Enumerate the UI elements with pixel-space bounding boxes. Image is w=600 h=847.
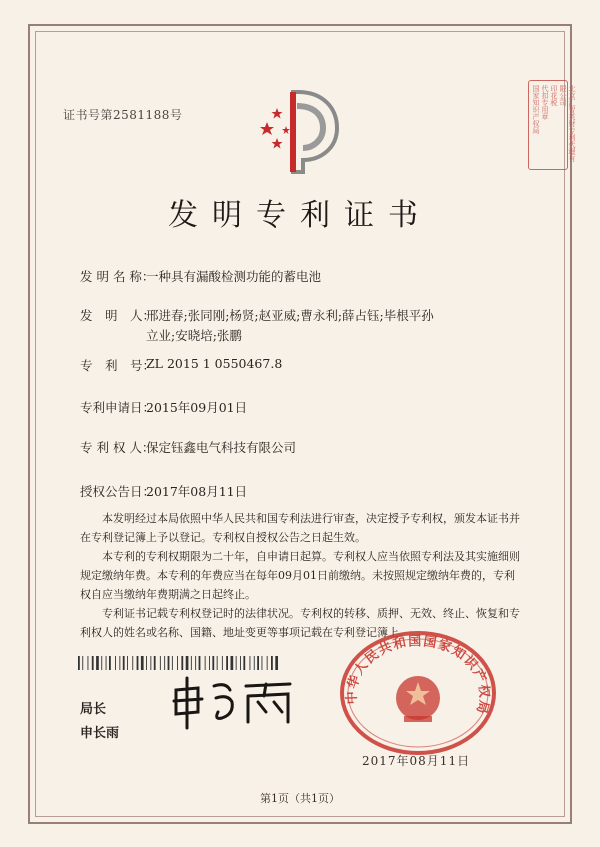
patentee-row: [80, 438, 296, 456]
inventors-value: 邢进春;张同刚;杨贤;赵亚威;曹永利;薛占钰;毕根平孙立业;安晓培;张鹏: [146, 308, 434, 343]
patentee-value: 保定钰鑫电气科技有限公司: [146, 440, 297, 455]
tax-stamp-line: 北京汇智英财专利代理有限公司: [559, 85, 576, 162]
invention-name-row: [80, 267, 321, 285]
certificate-number: 证书号第2581188号: [63, 108, 183, 122]
inventors-row: [80, 306, 446, 346]
director-name: 申长雨: [80, 726, 120, 741]
grant-date-label: 授权公告日：: [80, 484, 156, 499]
tax-stamp-line: 印花税: [550, 85, 558, 106]
body-paragraph: 专利证书记载专利权登记时的法律状况。专利权的转移、质押、无效、终止、恢复和专利权人的姓名或名称、国籍、地址变更等事项记载在专利登记簿上。: [80, 607, 520, 639]
page-number: 第1页（共1页）: [260, 792, 340, 805]
filing-date-row: [80, 398, 247, 416]
invention-name-label: 发 明 名 称：: [80, 269, 155, 284]
invention-name-value: 一种具有漏酸检测功能的蓄电池: [146, 269, 322, 284]
seal-text: 中华人民共和国国家知识产权局: [344, 634, 492, 717]
barcode-icon: [78, 656, 278, 670]
tax-stamp-line: 代扣专用章: [541, 85, 549, 120]
official-seal-icon: [338, 628, 498, 758]
patentee-label: 专 利 权 人：: [80, 440, 155, 455]
patent-number-label: 专 利 号：: [80, 358, 156, 373]
patent-number-row: [80, 356, 282, 374]
filing-date-label: 专利申请日：: [80, 400, 156, 415]
patent-number-value: ZL 2015 1 0550467.8: [146, 356, 283, 371]
document-title: 发明专利证书: [168, 198, 432, 233]
director-title: 局长: [80, 702, 107, 717]
body-paragraph: 本发明经过本局依照中华人民共和国专利法进行审查，决定授予专利权，颁发本证书并在专利登记簿上予以登记。专利权自授权公告之日起生效。: [80, 512, 520, 544]
director-signature-icon: [168, 672, 298, 732]
cnipa-logo-icon: [253, 86, 343, 176]
grant-date-row: [80, 482, 247, 500]
filing-date-value: 2015年09月01日: [146, 400, 248, 415]
tax-stamp: [528, 80, 576, 170]
certificate-body: [80, 509, 520, 642]
body-paragraph: 本专利的专利权期限为二十年，自申请日起算。专利权人应当依照专利法及其实施细则规定缴纳年费。本专利的年费应当在每年09月01日前缴纳。未按照规定缴纳年费的，专利权自应当缴纳年费期满之日起终止。: [80, 550, 520, 601]
tax-stamp-line: 国家知识产权局: [532, 85, 540, 134]
inventors-label: 发 明 人：: [80, 308, 156, 323]
seal-date: 2017年08月11日: [362, 754, 471, 768]
grant-date-value: 2017年08月11日: [146, 484, 248, 499]
